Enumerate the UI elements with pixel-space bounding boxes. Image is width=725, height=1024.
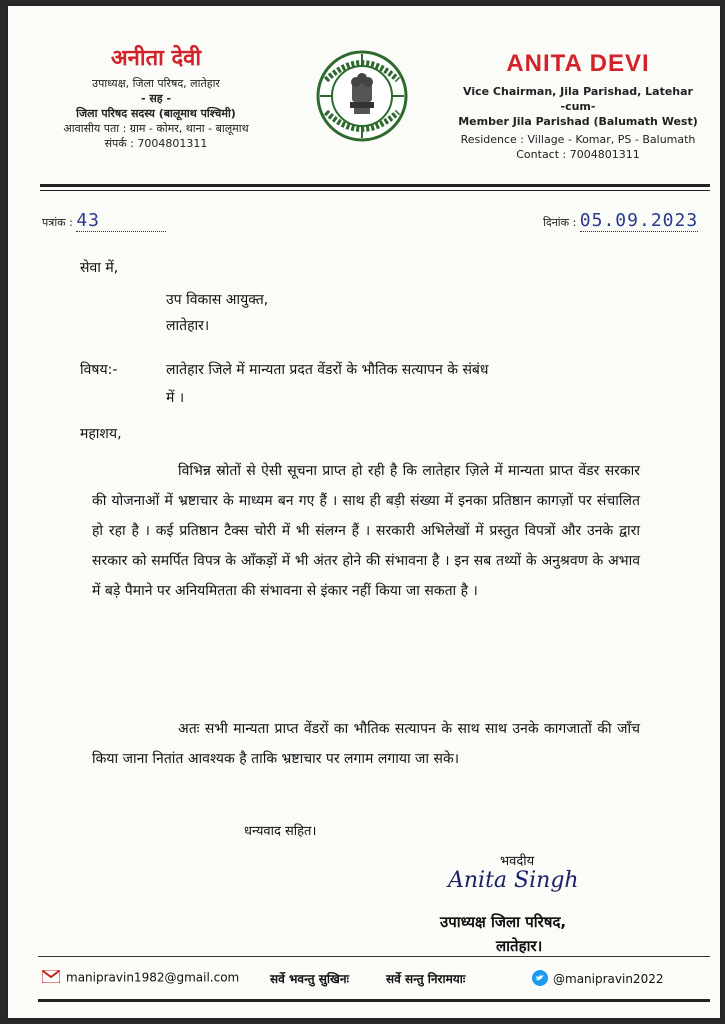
footer-twitter [532, 970, 663, 989]
date-label: दिनांक : [543, 216, 577, 229]
paragraph-2-text: अतः सभी मान्यता प्राप्त वेंडरों का भौतिक सत्यापन के साथ साथ उनके कागजातों की जाँच किया जाना नितांत आवश्यक है ताकि भ्रष्टाचार पर लगाम लगाया जा सके। [92, 721, 640, 767]
handwritten-signature: Anita Singh [448, 868, 579, 893]
subject-line1: लातेहार जिले में मान्यता प्रदत वेंडरों के भौतिक सत्यापन के संबंध [166, 362, 489, 378]
letterhead-right [453, 50, 703, 162]
letterhead-left [36, 46, 276, 151]
designation-english: Vice Chairman, Jila Parishad, Latehar [463, 85, 693, 98]
signatory-place: लातेहार। [496, 937, 543, 955]
membership-english: Member Jila Parishad (Balumath West) [458, 115, 698, 128]
subject-label: विषय:- [80, 362, 118, 378]
address-english: Residence : Village - Komar, PS - Balumath [460, 133, 696, 146]
cum-english: -cum- [560, 100, 596, 113]
jharkhand-government-seal-icon [316, 50, 408, 142]
salutation-to: सेवा में, [80, 260, 119, 276]
paragraph-1-text: विभिन्न स्रोतों से ऐसी सूचना प्राप्त हो रही है कि लातेहार ज़िले में मान्यता प्राप्त वेंडर सरकार की योजनाओं में भ्रष्टाचार के माध्यम बन गए हैं । साथ ही बड़ी संख्या में इनका प्रतिष्ठान कागज़ों पर संचालित हो रहा है । कई प्रतिष्ठान टैक्स चोरी में भी संलग्न हैं । सरकारी अभिलेखों में प्रस्तुत विपत्रों और उनके द्वारा सरकार को समर्पित विपत्र के आँकड़ों में भी अंतर होने की संभावना है । इन सब तथ्यों के अनुश्रवण के अभाव में बड़े पैमाने पर अनियमितता की संभावना से इंकार नहीं किया जा सकता है । [92, 463, 640, 599]
membership-hindi: जिला परिषद सदस्य (बालूमाथ पश्चिमी) [76, 107, 236, 120]
ref-label: पत्रांक : [42, 216, 73, 229]
email-text: manipravin1982@gmail.com [66, 970, 240, 985]
paragraph-1 [92, 456, 640, 606]
name-hindi: अनीता देवी [110, 46, 202, 71]
signatory-designation: उपाध्यक्ष जिला परिषद, [440, 913, 567, 931]
ref-value: 43 [76, 210, 101, 231]
twitter-handle: @manipravin2022 [553, 972, 664, 986]
footer-motto-2: सर्वे सन्तु निरामयाः [386, 972, 466, 986]
contact-hindi: संपर्क : 7004801311 [104, 137, 208, 150]
closing: भवदीय [500, 854, 535, 869]
thanks: धन्यवाद सहित। [244, 824, 317, 839]
greeting: महाशय, [80, 426, 122, 442]
subject-line2: में । [166, 390, 185, 406]
letter-date [543, 210, 698, 232]
header-divider [40, 184, 710, 187]
gmail-icon [42, 970, 60, 986]
letter-page [8, 6, 720, 1018]
reference-number [42, 210, 166, 232]
name-english: ANITA DEVI [506, 50, 650, 77]
address-hindi: आवासीय पता : ग्राम - कोमर, थाना - बालूमाथ [63, 122, 249, 135]
footer-divider [38, 956, 710, 957]
contact-english: Contact : 7004801311 [516, 148, 640, 161]
footer-bottom-divider [38, 999, 710, 1002]
recipient: उप विकास आयुक्त, [166, 292, 269, 308]
paragraph-2 [92, 714, 640, 774]
twitter-icon [532, 970, 548, 989]
recipient-place: लातेहार। [166, 318, 210, 334]
designation-hindi: उपाध्यक्ष, जिला परिषद, लातेहार [92, 77, 220, 90]
date-value: 05.09.2023 [579, 210, 699, 231]
header-divider-thin [40, 190, 710, 191]
cum-hindi: - सह - [140, 92, 172, 105]
footer-motto-1: सर्वे भवन्तु सुखिनः [270, 972, 349, 986]
footer-email [42, 970, 239, 986]
